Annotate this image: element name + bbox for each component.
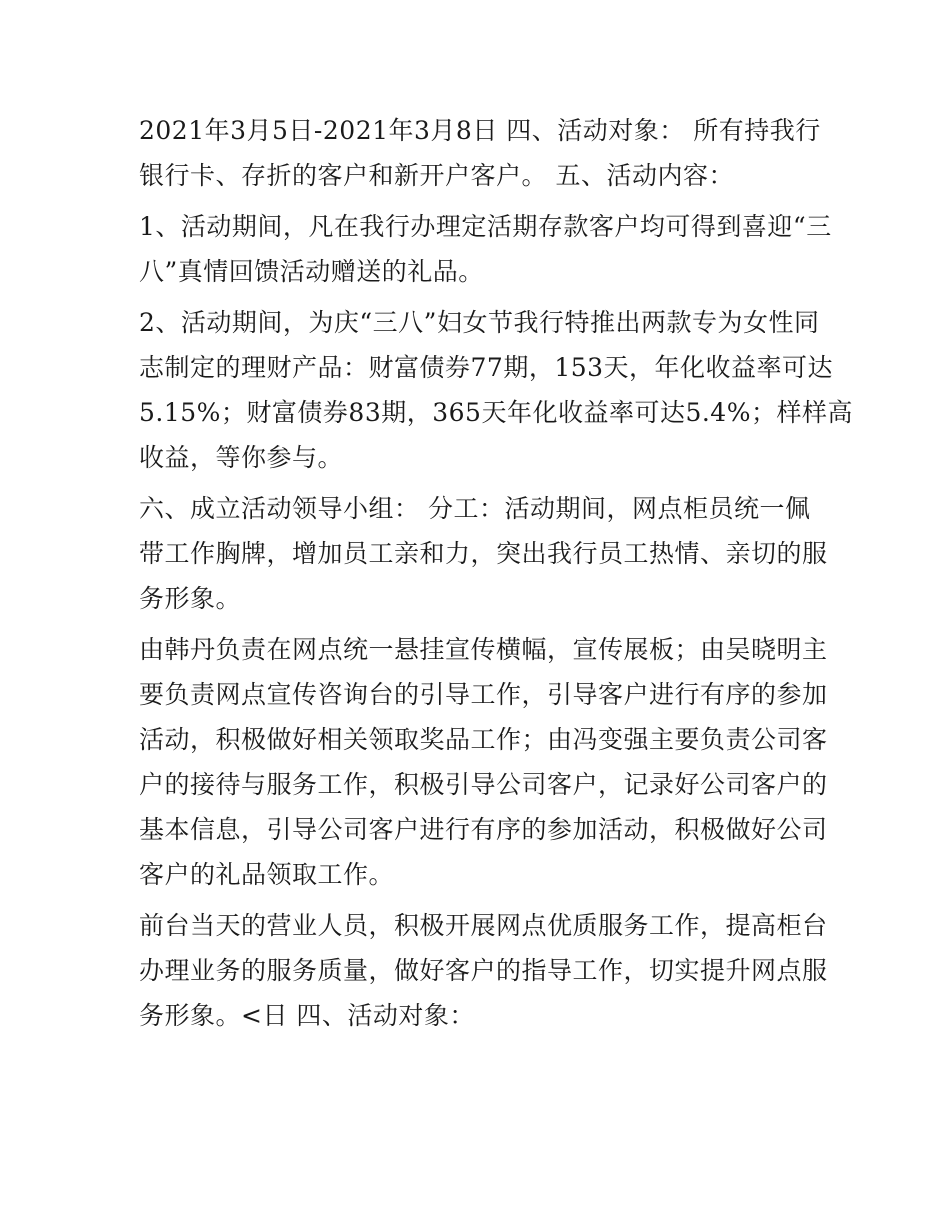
text-line: 2、活动期间，为庆“三八”妇女节我行特推出两款专为女性同 bbox=[139, 308, 820, 337]
text-line: 办理业务的服务质量，做好客户的指导工作，切实提升网点服 bbox=[139, 956, 828, 985]
text-line: 前台当天的营业人员，积极开展网点优质服务工作，提高柜台 bbox=[139, 911, 828, 940]
text-line: 由韩丹负责在网点统一悬挂宣传横幅，宣传展板；由吴晓明主 bbox=[139, 635, 828, 664]
text-line: 户的接待与服务工作，积极引导公司客户，记录好公司客户的 bbox=[139, 770, 828, 799]
text-line: 务形象。 bbox=[139, 584, 242, 613]
text-line: 客户的礼品领取工作。 bbox=[139, 860, 395, 889]
paragraph-6 bbox=[139, 903, 829, 1038]
text-line: 八”真情回馈活动赠送的礼品。 bbox=[139, 257, 484, 286]
text-line: 5.15%；财富债券83期，365天年化收益率可达5.4%；样样高 bbox=[139, 398, 853, 427]
document-body bbox=[139, 108, 853, 1038]
text-line: 收益，等你参与。 bbox=[139, 443, 344, 472]
paragraph-4 bbox=[139, 486, 829, 621]
text-line: 1、活动期间，凡在我行办理定活期存款客户均可得到喜迎“三 bbox=[139, 212, 832, 241]
paragraph-1 bbox=[139, 108, 829, 198]
text-line: 银行卡、存折的客户和新开户客户。 五、活动内容： bbox=[139, 161, 734, 190]
text-line: 务形象。<日 四、活动对象： bbox=[139, 1001, 475, 1030]
paragraph-2 bbox=[139, 204, 832, 294]
text-line: 要负责网点宣传咨询台的引导工作，引导客户进行有序的参加 bbox=[139, 680, 828, 709]
paragraph-3 bbox=[139, 300, 853, 480]
text-line: 志制定的理财产品：财富债券77期，153天，年化收益率可达 bbox=[139, 353, 834, 382]
text-line: 六、成立活动领导小组： 分工：活动期间，网点柜员统一佩 bbox=[139, 494, 811, 523]
paragraph-5 bbox=[139, 627, 829, 897]
text-line: 带工作胸牌，增加员工亲和力，突出我行员工热情、亲切的服 bbox=[139, 539, 828, 568]
text-line: 基本信息，引导公司客户进行有序的参加活动，积极做好公司 bbox=[139, 815, 828, 844]
text-line: 2021年3月5日-2021年3月8日 四、活动对象： 所有持我行 bbox=[139, 116, 821, 145]
text-line: 活动，积极做好相关领取奖品工作；由冯变强主要负责公司客 bbox=[139, 725, 828, 754]
